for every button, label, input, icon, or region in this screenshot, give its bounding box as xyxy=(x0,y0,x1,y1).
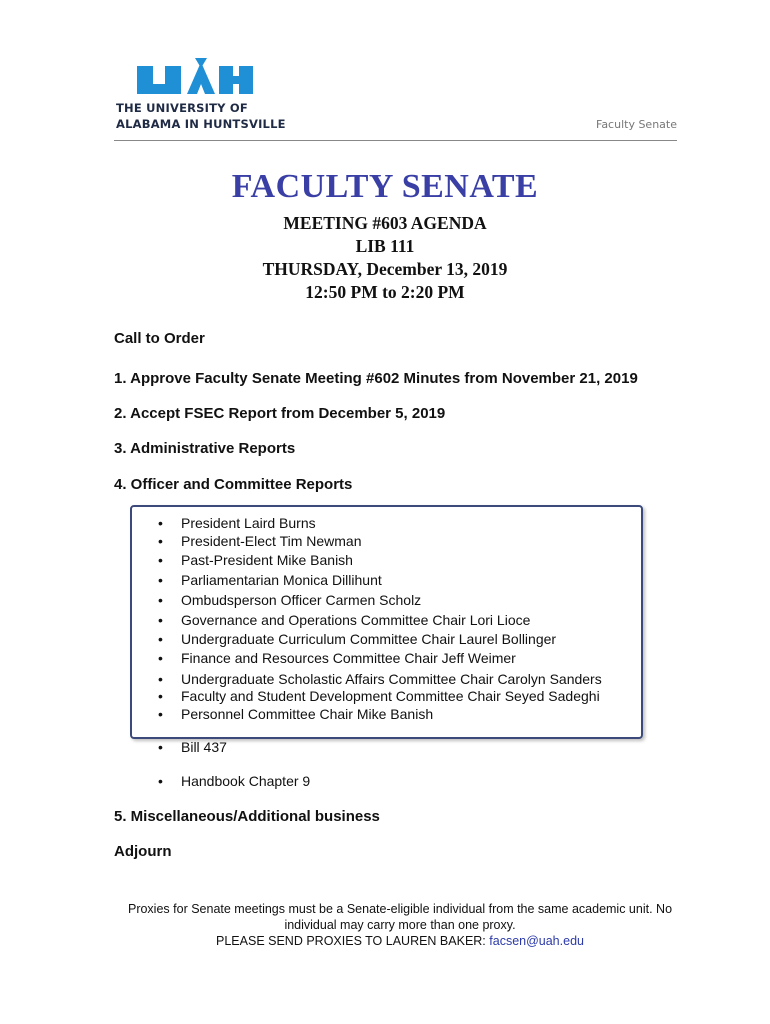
call-to-order: Call to Order xyxy=(114,330,205,347)
proxy-note-line-2: individual may carry more than one proxy. xyxy=(284,918,516,932)
bullet-icon: • xyxy=(158,739,163,755)
list-item: • Undergraduate Curriculum Committee Chair Laurel Bollinger xyxy=(158,631,557,647)
page-title: FACULTY SENATE xyxy=(231,168,539,205)
bullet-icon: • xyxy=(158,572,163,588)
bullet-icon: • xyxy=(158,671,163,687)
list-item-bill: • Bill 437 xyxy=(158,739,227,755)
logo-line-1: THE UNIVERSITY OF xyxy=(116,101,248,115)
bullet-icon: • xyxy=(158,592,163,608)
meeting-time: 12:50 PM to 2:20 PM xyxy=(305,282,465,302)
header-divider xyxy=(114,140,677,141)
bullet-icon: • xyxy=(158,552,163,568)
bullet-icon: • xyxy=(158,631,163,647)
list-item: • Ombudsperson Officer Carmen Scholz xyxy=(158,592,422,608)
list-item: • Undergraduate Scholastic Affairs Committee Chair Carolyn Sanders xyxy=(158,671,602,687)
agenda-item-4: 4. Officer and Committee Reports xyxy=(114,476,353,493)
list-item: • Past-President Mike Banish xyxy=(158,552,353,568)
meeting-location: LIB 111 xyxy=(355,236,415,256)
bullet-icon: • xyxy=(158,650,163,666)
meeting-number: MEETING #603 AGENDA xyxy=(283,213,487,233)
title-block xyxy=(0,168,770,304)
list-item: • Governance and Operations Committee Chair Lori Lioce xyxy=(158,612,531,628)
agenda-item-1: 1. Approve Faculty Senate Meeting #602 Minutes from November 21, 2019 xyxy=(114,370,638,387)
list-item: • President-Elect Tim Newman xyxy=(158,533,362,549)
agenda-item-2: 2. Accept FSEC Report from December 5, 2019 xyxy=(114,405,446,422)
agenda-item-3: 3. Administrative Reports xyxy=(114,440,296,457)
agenda-item-5: 5. Miscellaneous/Additional business xyxy=(114,808,380,825)
bullet-icon: • xyxy=(158,773,163,789)
proxy-note xyxy=(0,901,770,949)
bullet-icon: • xyxy=(158,533,163,549)
bullet-icon: • xyxy=(158,612,163,628)
list-item: • Finance and Resources Committee Chair Jeff Weimer xyxy=(158,650,516,666)
bullet-icon: • xyxy=(158,706,163,722)
uah-logo-mark-icon xyxy=(135,58,253,100)
list-item: • Personnel Committee Chair Mike Banish xyxy=(158,706,434,722)
email-link[interactable]: facsen@uah.edu xyxy=(489,934,584,948)
bullet-icon: • xyxy=(158,515,163,531)
list-item: • President Laird Burns xyxy=(158,515,316,531)
list-item: • Faculty and Student Development Committee Chair Seyed Sadeghi xyxy=(158,688,600,704)
meeting-date: THURSDAY, December 13, 2019 xyxy=(262,259,508,279)
list-item: • Parliamentarian Monica Dillihunt xyxy=(158,572,382,588)
bullet-icon: • xyxy=(158,688,163,704)
uah-logo xyxy=(113,58,286,138)
proxy-note-line-1: Proxies for Senate meetings must be a Senate-eligible individual from the same academic unit. No xyxy=(127,902,673,916)
proxy-note-line-3: PLEASE SEND PROXIES TO LAUREN BAKER: facsen@uah.edu xyxy=(216,934,584,948)
list-item-handbook: • Handbook Chapter 9 xyxy=(158,773,311,789)
adjourn: Adjourn xyxy=(114,843,172,860)
logo-line-2: ALABAMA IN HUNTSVILLE xyxy=(116,117,286,131)
header-tag: Faculty Senate xyxy=(596,118,677,131)
